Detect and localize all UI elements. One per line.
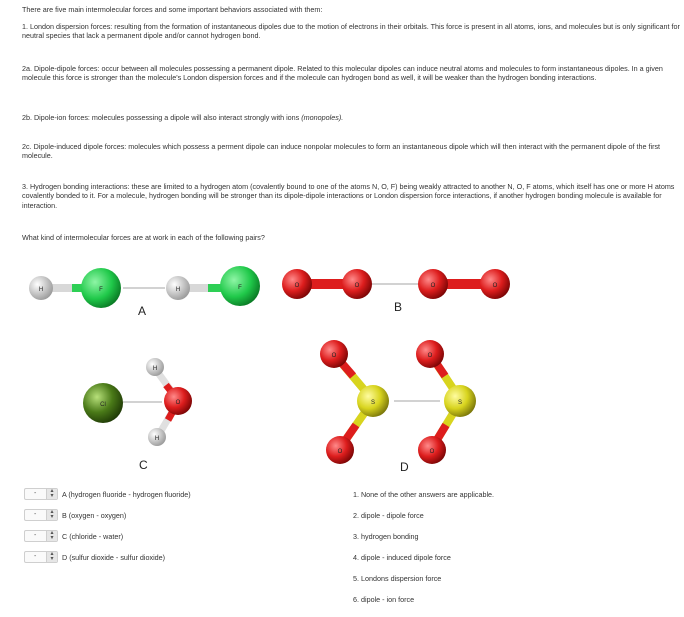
answer-option-6: 6. dipole - ion force xyxy=(353,595,415,604)
answer-option-1: 1. None of the other answers are applicable. xyxy=(353,490,495,499)
atom-label-o: O xyxy=(337,449,343,455)
pair-label-c: C (chloride - water) xyxy=(62,531,124,541)
paragraph-dipole-induced: 2c. Dipole-induced dipole forces: molecules which possess a perment dipole can induce nonpolar molecules to form an instantaneous dipole which will then interact with the permanent dipole of the first molecule. xyxy=(22,142,661,161)
answer-option-3: 3. hydrogen bonding xyxy=(353,532,419,541)
molecule-pair-a xyxy=(29,266,260,308)
atom-label-h: H xyxy=(38,287,44,293)
answer-select-a[interactable] xyxy=(24,488,58,500)
atom-label-s: S xyxy=(457,400,463,406)
pair-row-d xyxy=(24,550,165,564)
atom-label-o: O xyxy=(492,283,498,289)
select-arrow-icon: ▴ ▾ xyxy=(46,510,57,520)
answer-option-4: 4. dipole - induced dipole force xyxy=(353,553,451,562)
select-value: - xyxy=(34,553,37,560)
figure-label-b: B xyxy=(394,300,403,314)
dipole-ion-italic: (monopoles). xyxy=(301,113,344,122)
atom-label-o: O xyxy=(430,283,436,289)
atom-label-h: H xyxy=(154,436,160,442)
answer-select-b[interactable] xyxy=(24,509,58,521)
select-value: - xyxy=(34,511,37,518)
paragraph-dipole-dipole: 2a. Dipole-dipole forces: occur between all molecules possessing a permanent dipole. Related to this molecular dipoles can induce neutral atoms and molecules to form instantaneous dipoles. In a given molecule this force is stronger than the molecule's London dispersion forces and if the molecule can hydrogen bond as well, it will be weaker than the hydrogen bonding interactions. xyxy=(22,64,663,83)
select-arrow-icon: ▴ ▾ xyxy=(46,552,57,562)
figure-label-c: C xyxy=(139,458,148,472)
atom-label-cl: Cl xyxy=(100,402,106,408)
atom-label-o: O xyxy=(331,353,337,359)
paragraph-dipole-ion xyxy=(22,113,682,122)
atom-label-o: O xyxy=(427,353,433,359)
figure-label-d: D xyxy=(400,460,409,474)
paragraph-london: 1. London dispersion forces: resulting from the formation of instantaneous dipoles due to the motion of electrons in their orbitals. This force is present in all atoms, ions, and molecules but is only significant for neutral species that lack a permanent dipole and/or cannot hydrogen bond. xyxy=(22,22,680,41)
select-value: - xyxy=(34,532,37,539)
answer-select-d[interactable] xyxy=(24,551,58,563)
pair-label-d: D (sulfur dioxide - sulfur dioxide) xyxy=(62,552,166,562)
atom-label-f: F xyxy=(238,285,242,291)
atom-label-s: S xyxy=(370,400,376,406)
atom-label-o: O xyxy=(175,400,181,406)
pair-row-b xyxy=(24,508,126,522)
paragraph-hydrogen-bonding: 3. Hydrogen bonding interactions: these are limited to a hydrogen atom (covalently bound to one of the atoms N, O, F) being weakly attracted to another N, O, F atoms, which itself has one or more H atoms covalently bonded to it. For a molecule, hydrogen bonding will be stronger than its dipole-dipole interactions or London dispersion force interactions, if another hydrogen bonding molecule is available for interaction. xyxy=(22,182,675,210)
intro-text: There are five main intermolecular forces and some important behaviors associated with them: xyxy=(22,5,323,14)
select-arrow-icon: ▴ ▾ xyxy=(46,489,57,499)
atom-label-h: H xyxy=(152,366,158,372)
atom-label-o: O xyxy=(294,283,300,289)
atom-label-f: F xyxy=(99,287,103,293)
pair-label-b: B (oxygen - oxygen) xyxy=(62,510,127,520)
atom-label-h: H xyxy=(175,287,181,293)
molecule-pair-b xyxy=(282,269,510,299)
figure-label-a: A xyxy=(138,304,147,318)
answer-option-5: 5. Londons dispersion force xyxy=(353,574,442,583)
select-value: - xyxy=(34,490,37,497)
pair-row-c xyxy=(24,529,123,543)
molecule-figure xyxy=(0,250,684,480)
molecule-pair-d xyxy=(320,340,476,464)
atom-label-o: O xyxy=(429,449,435,455)
question-text: What kind of intermolecular forces are at work in each of the following pairs? xyxy=(22,233,265,242)
answer-select-c[interactable] xyxy=(24,530,58,542)
answer-option-2: 2. dipole - dipole force xyxy=(353,511,424,520)
pair-row-a xyxy=(24,487,191,501)
dipole-ion-text: 2b. Dipole-ion forces: molecules possessing a dipole will also interact strongly with ions xyxy=(22,113,300,122)
pair-label-a: A (hydrogen fluoride - hydrogen fluoride) xyxy=(62,489,191,499)
select-arrow-icon: ▴ ▾ xyxy=(46,531,57,541)
atom-label-o: O xyxy=(354,283,360,289)
